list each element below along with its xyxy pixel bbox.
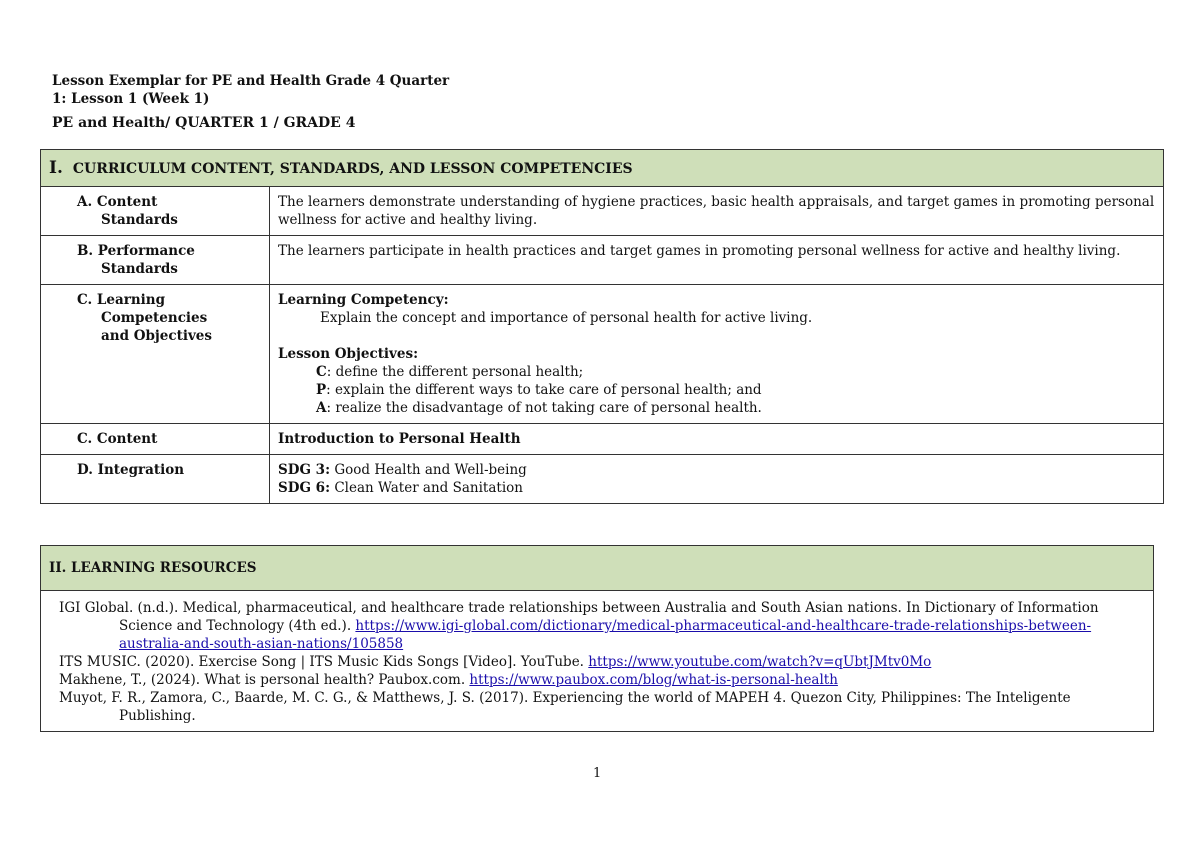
label-line: Competencies <box>101 310 208 326</box>
objective-item <box>278 399 1155 417</box>
reference-text: Muyot, F. R., Zamora, C., Baarde, M. C. G., & Matthews, J. S. (2017). Experiencing the world of MAPEH 4. Quezon City, Philippines: The Inteligente Publishing. <box>59 690 1071 724</box>
reference-link[interactable]: https://www.paubox.com/blog/what-is-personal-health <box>469 672 838 688</box>
label-line: Standards <box>101 261 178 277</box>
integration-text: Clean Water and Sanitation <box>330 480 523 496</box>
competencies-label <box>41 285 270 424</box>
competencies-row <box>41 285 1164 424</box>
page-number: 1 <box>593 766 602 781</box>
reference-item <box>59 653 1139 671</box>
content-standards-label <box>41 187 270 236</box>
objective-item <box>278 381 1155 399</box>
lesson-objectives-heading: Lesson Objectives: <box>278 346 419 362</box>
integration-item <box>278 479 1155 497</box>
reference-text: IGI Global. (n.d.). Medical, pharmaceutical, and healthcare trade relationships between Australia and South Asian nations. In Dictionary of Information Science and Technology (4th ed.). <box>59 600 1099 634</box>
integration-text: Good Health and Well-being <box>330 462 527 478</box>
references-list <box>41 591 1154 732</box>
document-subtitle: PE and Health/ QUARTER 1 / GRADE 4 <box>52 115 356 131</box>
learning-resources-table <box>40 545 1154 732</box>
objective-key: A <box>316 400 327 416</box>
section-1-title: CURRICULUM CONTENT, STANDARDS, AND LESSON COMPETENCIES <box>72 160 633 177</box>
label-line: A. Content <box>77 194 158 210</box>
section-1-header <box>41 150 1164 187</box>
reference-text: ITS MUSIC. (2020). Exercise Song | ITS Music Kids Songs [Video]. YouTube. <box>59 654 589 670</box>
title-line-1: Lesson Exemplar for PE and Health Grade 4 Quarter <box>52 73 450 89</box>
curriculum-table <box>40 149 1164 504</box>
content-standards-value: The learners demonstrate understanding of hygiene practices, basic health appraisals, and target games in promoting personal wellness for active and healthy living. <box>270 187 1164 236</box>
objective-text: : realize the disadvantage of not taking care of personal health. <box>326 400 762 416</box>
performance-standards-value: The learners participate in health practices and target games in promoting personal wellness for active and healthy living. <box>270 236 1164 285</box>
integration-value <box>270 455 1164 504</box>
integration-row <box>41 455 1164 504</box>
objective-key: C <box>316 364 327 380</box>
reference-link[interactable]: https://www.igi-global.com/dictionary/medical-pharmaceutical-and-healthcare-trade-relationships-between-australia-and-south-asian-nations/105858 <box>119 618 1092 652</box>
integration-key: SDG 6: <box>278 480 331 496</box>
label-line: and Objectives <box>101 328 212 344</box>
content-row <box>41 424 1164 455</box>
label-line: C. Learning <box>77 292 166 308</box>
objective-text: : define the different personal health; <box>326 364 584 380</box>
reference-item <box>59 599 1139 653</box>
integration-item <box>278 461 1155 479</box>
objective-text: : explain the different ways to take care of personal health; and <box>326 382 762 398</box>
reference-text: Makhene, T., (2024). What is personal health? Paubox.com. <box>59 672 470 688</box>
title-line-2: 1: Lesson 1 (Week 1) <box>52 91 210 107</box>
content-value: Introduction to Personal Health <box>270 424 1164 455</box>
label-line: B. Performance <box>77 243 195 259</box>
objective-key: P <box>316 382 327 398</box>
label-line: Standards <box>101 212 178 228</box>
content-label: C. Content <box>41 424 270 455</box>
learning-competency-heading: Learning Competency: <box>278 292 449 308</box>
reference-link[interactable]: https://www.youtube.com/watch?v=qUbtJMtv0Mo <box>588 654 932 670</box>
competencies-value <box>270 285 1164 424</box>
integration-key: SDG 3: <box>278 462 331 478</box>
performance-standards-label <box>41 236 270 285</box>
learning-competency-text: Explain the concept and importance of personal health for active living. <box>320 310 813 326</box>
reference-item <box>59 671 1139 689</box>
document-title <box>52 72 449 108</box>
section-2-header: II. LEARNING RESOURCES <box>41 546 1154 591</box>
section-1-number: I. <box>49 157 63 178</box>
reference-item <box>59 689 1139 725</box>
content-standards-row <box>41 187 1164 236</box>
integration-label: D. Integration <box>41 455 270 504</box>
objective-item <box>278 363 1155 381</box>
performance-standards-row <box>41 236 1164 285</box>
